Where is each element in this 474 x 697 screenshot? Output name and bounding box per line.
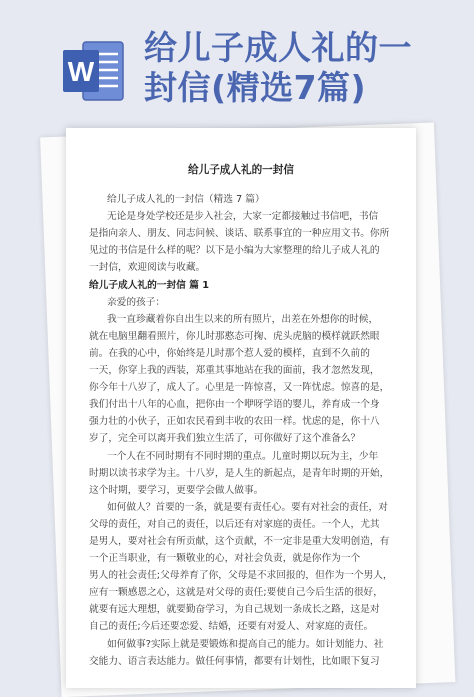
text-line: 一天，你穿上我的西装，郑重其事地站在我的面前，我才忽然发现，: [89, 365, 380, 377]
text-line: 强力壮的小伙子，正如农民看到丰收的农田一样。忧虑的是，你十八: [89, 416, 380, 428]
document-body: [89, 191, 393, 670]
document-title: 给儿子成人礼的一封信: [188, 164, 294, 176]
text-line: 自己的责任;今后还要恋爱、结婚，还要有对爱人、对家庭的责任。: [89, 621, 374, 633]
text-line: 就要有远大理想，就要勤奋学习，为自己规划一条成长之路，这是对: [89, 604, 380, 616]
text-line: 无论是身处学校还是步入社会，大家一定都接触过书信吧，书信: [107, 211, 379, 223]
text-line: 如何做事?实际上就是要锻炼和提高自己的能力。如计划能力、社: [107, 638, 384, 650]
text-line: 一个人在不同时期有不同时期的重点。儿童时期以玩为主，少年: [107, 450, 379, 462]
text-line: 交能力、语言表达能力。做任何事情，都要有计划性，比如眼下复习: [89, 655, 380, 667]
text-line: 这个时期，要学习，更要学会做人做事。: [89, 484, 264, 496]
text-line: 我一直珍藏着你自出生以来的所有照片，出差在外想你的时候，: [107, 313, 379, 325]
text-line: 男人的社会责任;父母养育了你，父母是不求回报的，但作为一个男人，: [89, 570, 393, 582]
text-line: 应有一颗感恩之心，这就是对父母的责任;要使自己今后生活的很好，: [89, 587, 383, 599]
text-line: 亲爱的孩子：: [107, 296, 166, 308]
banner: [0, 0, 474, 130]
text-line: 一个正当职业，有一颗敬业的心，对社会负责，就是你作为一个: [89, 553, 361, 565]
text-line: 时期以读书求学为主。十八岁，是人生的新起点，是青年时期的开始，: [89, 467, 390, 479]
text-line: 如何做人？首要的一条，就是要有责任心。要有对社会的责任，对: [107, 501, 388, 513]
text-line: 岁了，完全可以离开我们独立生活了，可你做好了这个准备么？: [89, 433, 361, 445]
document-page: [66, 128, 416, 688]
text-line: 就在电脑里翻看照片，你儿时那憨态可掬、虎头虎脑的模样就跃然眼: [89, 330, 380, 342]
page-title-line-2: 封信(精选7篇): [144, 68, 367, 107]
section-heading: 给儿子成人礼的一封信 篇 1: [89, 279, 210, 291]
text-line: 是男人，要对社会有所贡献，这个贡献，不一定非是重大发明创造，有: [89, 535, 390, 547]
text-line: 父母的责任，对自己的责任，以后还有对家庭的责任。一个人，尤其: [89, 518, 380, 530]
text-line: 你今年十八岁了，成人了。心里是一阵惊喜，又一阵忧虑。惊喜的是，: [89, 382, 390, 394]
text-line: 前。在我的心中，你始终是儿时那个惹人爱的模样，直到不久前的: [89, 347, 370, 359]
text-line: 见过的书信是什么样的呢？以下是小编为大家整理的给儿子成人礼的: [89, 245, 380, 257]
word-icon-letter: W: [67, 56, 95, 87]
text-line: 我们付出十八年的心血，把你由一个咿呀学语的婴儿，养育成一个身: [89, 399, 380, 411]
page-title-line-1: 给儿子成人礼的一: [144, 28, 412, 67]
page-title: [144, 28, 470, 108]
text-line: 一封信，欢迎阅读与收藏。: [89, 262, 206, 274]
text-line: 是指向亲人、朋友、同志问候、谈话、联系事宜的一种应用文书。你所: [89, 228, 390, 240]
word-document-icon: [63, 38, 125, 104]
text-line: 给儿子成人礼的一封信（精选 7 篇）: [107, 194, 265, 206]
